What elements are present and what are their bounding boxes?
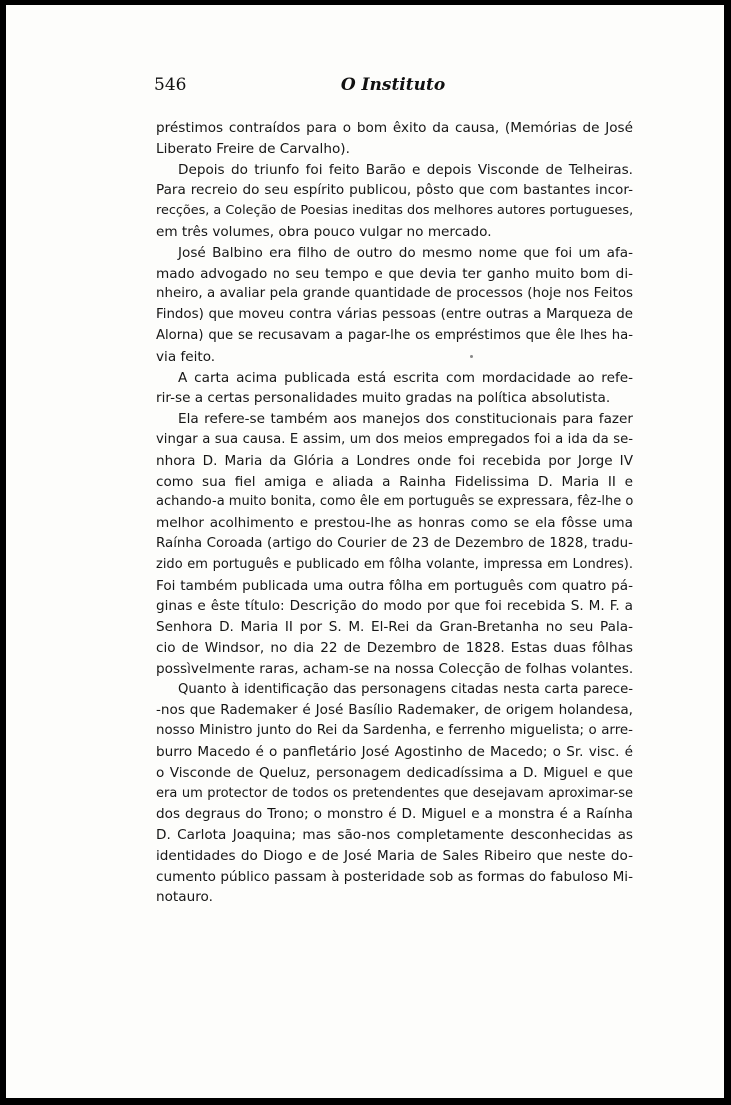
text-line: Quanto à identificação das personagens citadas nesta carta parece- [178, 681, 633, 697]
running-title: O Instituto [340, 75, 446, 95]
print-speck [470, 355, 473, 358]
text-line: rir-se a certas personalidades muito gradas na política absolutista. [156, 390, 611, 407]
text-line: dos degraus do Trono; o monstro é D. Miguel e a monstra é a Raínha [156, 806, 633, 823]
text-line: mado advogado no seu tempo e que devia ter ganho muito bom di- [156, 265, 633, 282]
text-line: como sua fiel amiga e aliada a Rainha Fidelissima D. Maria II e [156, 473, 633, 490]
text-line: via feito. [156, 348, 216, 365]
text-line: ginas e êste título: Descrição do modo por que foi recebida S. M. F. a [156, 598, 633, 615]
page-number: 546 [154, 75, 187, 95]
text-line: cumento público passam à posteridade sob as formas do fabuloso Mi- [156, 868, 633, 885]
text-line: José Balbino era filho de outro do mesmo nome que foi um afa- [178, 244, 633, 261]
text-line: Para recreio do seu espírito publicou, pôsto que com bastantes incor- [156, 182, 633, 199]
text-line: melhor acolhimento e prestou-lhe as honras como se ela fôsse uma [156, 515, 633, 532]
text-line: nheiro, a avaliar pela grande quantidade de processos (hoje nos Feitos [156, 286, 633, 302]
text-line: possìvelmente raras, acham-se na nossa Colecção de folhas volantes. [156, 660, 634, 677]
text-line: Senhora D. Maria II por S. M. El-Rei da Gran-Bretanha no seu Pala- [156, 619, 633, 636]
text-line: Foi também publicada uma outra fôlha em português com quatro pá- [156, 577, 633, 594]
paragraph [156, 243, 633, 368]
text-line: Alorna) que se recusavam a pagar-lhe os empréstimos que êle lhes ha- [156, 327, 633, 343]
text-line: identidades do Diogo e de José Maria de Sales Ribeiro que neste do- [156, 847, 633, 864]
text-line: o Visconde de Queluz, personagem dedicadíssima a D. Miguel e que [156, 764, 633, 781]
paragraph [156, 409, 633, 679]
paragraph [156, 160, 633, 243]
text-line: nhora D. Maria da Glória a Londres onde foi recebida por Jorge IV [156, 452, 633, 469]
text-line: achando-a muito bonita, como êle em português se expressara, fêz-lhe o [156, 494, 634, 510]
text-line: Depois do triunfo foi feito Barão e depois Visconde de Telheiras. [178, 161, 633, 178]
text-line: Ela refere-se também aos manejos dos constitucionais para fazer [178, 411, 633, 428]
text-line: recções, a Coleção de Poesias ineditas dos melhores autores portugueses, [156, 203, 634, 219]
text-line: A carta acima publicada está escrita com mordacidade ao refe- [178, 369, 633, 386]
text-line: vingar a sua causa. E assim, um dos meios empregados foi a ida da se- [156, 431, 633, 447]
page-header [154, 75, 632, 97]
text-line: D. Carlota Joaquina; mas são-nos completamente desconhecidas as [156, 827, 633, 844]
paragraph [156, 680, 633, 909]
text-line: era um protector de todos os pretendentes que desejavam aproximar-se [156, 785, 633, 801]
text-line: cio de Windsor, no dia 22 de Dezembro de 1828. Estas duas fôlhas [156, 639, 633, 656]
text-line: Liberato Freire de Carvalho). [156, 140, 350, 157]
book-page [6, 5, 724, 1098]
paragraph [156, 368, 633, 410]
text-line: Findos) que moveu contra várias pessoas (entre outras a Marqueza de [156, 307, 633, 323]
text-line: -nos que Rademaker é José Basílio Rademaker, de origem holandesa, [156, 702, 633, 719]
text-line: zido em português e publicado em fôlha volante, impressa em Londres). [156, 556, 633, 572]
paragraph [156, 118, 633, 160]
text-line: em três volumes, obra pouco vulgar no mercado. [156, 223, 492, 240]
text-line: préstimos contraídos para o bom êxito da causa, (Memórias de José [156, 120, 633, 136]
text-line: burro Macedo é o panfletário José Agostinho de Macedo; o Sr. visc. é [156, 743, 633, 760]
text-line: notauro. [156, 889, 213, 906]
text-line: nosso Ministro junto do Rei da Sardenha, e ferrenho miguelista; o arre- [156, 723, 633, 739]
text-line: Raínha Coroada (artigo do Courier de 23 de Dezembro de 1828, tradu- [156, 535, 633, 551]
body-text [156, 118, 633, 908]
